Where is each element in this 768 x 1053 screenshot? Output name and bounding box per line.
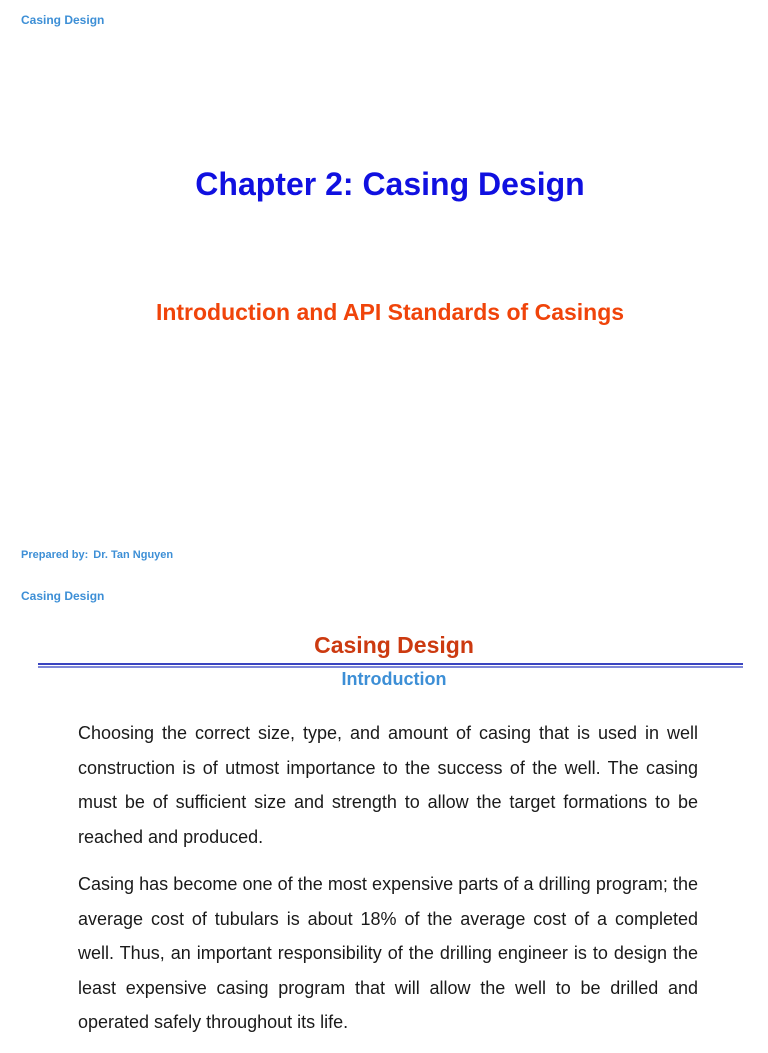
title-divider bbox=[38, 663, 743, 668]
author-credit bbox=[21, 549, 173, 561]
chapter-subtitle: Introduction and API Standards of Casings bbox=[155, 299, 625, 325]
paragraph: Choosing the correct size, type, and amount of casing that is used in well construction is of utmost importance to the success of the well. The casing must be of sufficient size and strength to allow the target formations to be reached and produced. bbox=[78, 723, 698, 847]
prepared-by-label: Prepared by: bbox=[21, 549, 89, 561]
chapter-title: Chapter 2: Casing Design bbox=[195, 166, 585, 202]
body-text bbox=[78, 716, 698, 1053]
author-name: Dr. Tan Nguyen bbox=[93, 549, 174, 561]
section-subtitle: Introduction bbox=[341, 669, 447, 689]
running-header: Casing Design bbox=[21, 589, 105, 603]
paragraph: Casing has become one of the most expensive parts of a drilling program; the average cost of tubulars is about 18% of the average cost of a completed well. Thus, an important responsibility of the drilling engineer is to design the least expensive casing program that will allow the well to be drilled and operated safely throughout its life. bbox=[78, 874, 698, 1032]
running-header: Casing Design bbox=[21, 13, 105, 27]
section-title: Casing Design bbox=[314, 632, 474, 658]
